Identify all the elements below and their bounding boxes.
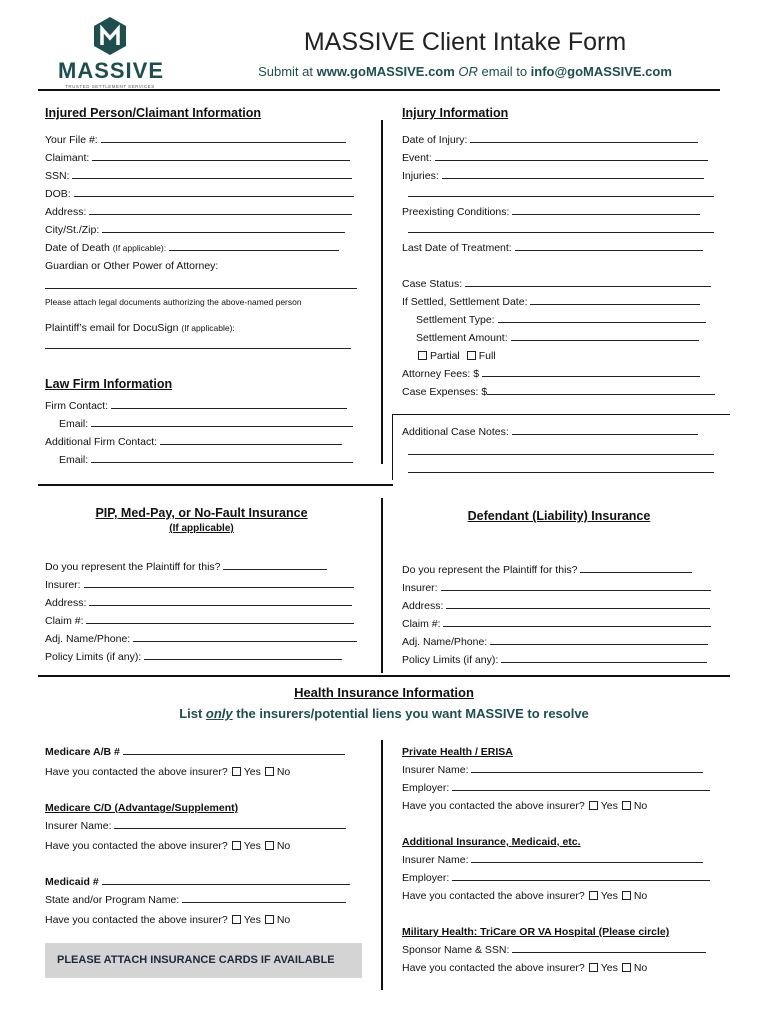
military-no-checkbox[interactable] bbox=[622, 963, 631, 972]
additional-email-field[interactable]: Email: bbox=[45, 453, 358, 467]
def-insurer-field[interactable]: Insurer: bbox=[402, 581, 716, 595]
def-represent-field[interactable]: Do you represent the Plaintiff for this? bbox=[402, 563, 716, 577]
medicaid-contacted: Have you contacted the above insurer? Yes No bbox=[45, 914, 291, 926]
def-address-field[interactable]: Address: bbox=[402, 599, 716, 613]
site-link[interactable]: www.goMASSIVE.com bbox=[316, 64, 455, 79]
injuries-field[interactable]: Injuries: bbox=[402, 169, 716, 183]
additional-contacted: Have you contacted the above insurer? Yes No bbox=[402, 890, 648, 902]
ssn-field[interactable]: SSN: bbox=[45, 169, 358, 183]
attach-cards-notice: PLEASE ATTACH INSURANCE CARDS IF AVAILABLE bbox=[45, 943, 362, 978]
medicare-ab-contacted: Have you contacted the above insurer? Yes No bbox=[45, 766, 291, 778]
pip-represent-field[interactable]: Do you represent the Plaintiff for this? bbox=[45, 560, 358, 574]
additional-insurance-heading: Additional Insurance, Medicaid, etc. bbox=[402, 836, 581, 848]
state-program-field[interactable]: State and/or Program Name: bbox=[45, 893, 358, 907]
submit-line: Submit at www.goMASSIVE.com OR email to info@goMASSIVE.com bbox=[258, 64, 672, 79]
additional-yes-checkbox[interactable] bbox=[589, 891, 598, 900]
private-insurer-field[interactable]: Insurer Name: bbox=[402, 763, 716, 777]
column-divider-3 bbox=[381, 740, 383, 990]
injuries-field-2[interactable] bbox=[402, 187, 716, 201]
pip-address-field[interactable]: Address: bbox=[45, 596, 358, 610]
attach-note: Please attach legal documents authorizing the above-named person bbox=[45, 297, 302, 307]
page-title: MASSIVE Client Intake Form bbox=[303, 28, 627, 56]
pip-limits-field[interactable]: Policy Limits (if any): bbox=[45, 650, 358, 664]
medicare-cd-heading: Medicare C/D (Advantage/Supplement) bbox=[45, 802, 239, 814]
def-limits-field[interactable]: Policy Limits (if any): bbox=[402, 653, 716, 667]
sponsor-field[interactable]: Sponsor Name & SSN: bbox=[402, 943, 716, 957]
medicare-cd-yes-checkbox[interactable] bbox=[232, 841, 241, 850]
dob-field[interactable]: DOB: bbox=[45, 187, 358, 201]
medicaid-yes-checkbox[interactable] bbox=[232, 915, 241, 924]
medicare-ab-field[interactable]: Medicare A/B # bbox=[45, 745, 358, 759]
header-divider bbox=[38, 89, 720, 91]
medicare-cd-no-checkbox[interactable] bbox=[265, 841, 274, 850]
def-claim-field[interactable]: Claim #: bbox=[402, 617, 716, 631]
private-health-heading: Private Health / ERISA bbox=[402, 746, 513, 758]
attorney-fees-field[interactable]: Attorney Fees: $ bbox=[402, 367, 716, 381]
medicaid-no-checkbox[interactable] bbox=[265, 915, 274, 924]
military-contacted: Have you contacted the above insurer? Yes No bbox=[402, 962, 648, 974]
settlement-type-field[interactable]: Settlement Type: bbox=[402, 313, 716, 327]
military-health-heading: Military Health: TriCare OR VA Hospital (Please circle) bbox=[402, 926, 670, 938]
full-checkbox[interactable] bbox=[467, 351, 476, 360]
plaintiff-email-label: Plaintiff’s email for DocuSign (If applicable): bbox=[45, 322, 235, 334]
private-contacted: Have you contacted the above insurer? Yes No bbox=[402, 800, 648, 812]
settlement-amount-field[interactable]: Settlement Amount: bbox=[402, 331, 716, 345]
health-subheading: List only the insurers/potential liens you want MASSIVE to resolve bbox=[179, 706, 589, 721]
defendant-heading: Defendant (Liability) Insurance bbox=[467, 509, 651, 523]
logo-wordmark: MASSIVE bbox=[58, 58, 165, 83]
pip-heading: PIP, Med-Pay, or No-Fault Insurance (If applicable) bbox=[95, 506, 308, 534]
guardian-label: Guardian or Other Power of Attorney: bbox=[45, 260, 219, 272]
case-status-field[interactable]: Case Status: bbox=[402, 277, 716, 291]
column-divider bbox=[381, 120, 383, 464]
column-divider-2 bbox=[381, 498, 383, 673]
partial-checkbox[interactable] bbox=[418, 351, 427, 360]
military-yes-checkbox[interactable] bbox=[589, 963, 598, 972]
logo bbox=[58, 16, 165, 96]
pip-adj-field[interactable]: Adj. Name/Phone: bbox=[45, 632, 358, 646]
medicare-cd-contacted: Have you contacted the above insurer? Yes No bbox=[45, 840, 291, 852]
medicare-ab-no-checkbox[interactable] bbox=[265, 767, 274, 776]
section-divider-2 bbox=[38, 675, 730, 677]
pip-insurer-field[interactable]: Insurer: bbox=[45, 578, 358, 592]
injured-heading: Injured Person/Claimant Information bbox=[45, 106, 261, 120]
private-employer-field[interactable]: Employer: bbox=[402, 781, 716, 795]
claimant-field[interactable]: Claimant: bbox=[45, 151, 358, 165]
preexisting-field-2[interactable] bbox=[402, 223, 716, 237]
event-field[interactable]: Event: bbox=[402, 151, 716, 165]
email-link[interactable]: info@goMASSIVE.com bbox=[530, 64, 672, 79]
preexisting-field[interactable]: Preexisting Conditions: bbox=[402, 205, 716, 219]
case-notes-field-3[interactable] bbox=[402, 463, 716, 477]
section-divider-1 bbox=[38, 484, 393, 486]
firm-email-field[interactable]: Email: bbox=[45, 417, 358, 431]
settlement-date-field[interactable]: If Settled, Settlement Date: bbox=[402, 295, 716, 309]
plaintiff-email-field[interactable] bbox=[45, 339, 358, 353]
partial-full-options: Partial Full bbox=[402, 349, 716, 363]
medicare-ab-yes-checkbox[interactable] bbox=[232, 767, 241, 776]
case-notes-field[interactable]: Additional Case Notes: bbox=[402, 425, 716, 439]
date-of-death-field[interactable]: Date of Death (If applicable): bbox=[45, 241, 358, 255]
additional-employer-field[interactable]: Employer: bbox=[402, 871, 716, 885]
injury-heading: Injury Information bbox=[402, 106, 509, 120]
logo-tagline: TRUSTED SETTLEMENT SERVICES bbox=[65, 84, 155, 89]
guardian-field[interactable] bbox=[45, 279, 358, 293]
logo-hexagon-icon bbox=[92, 16, 128, 56]
city-field[interactable]: City/St./Zip: bbox=[45, 223, 358, 237]
firm-contact-field[interactable]: Firm Contact: bbox=[45, 399, 358, 413]
def-adj-field[interactable]: Adj. Name/Phone: bbox=[402, 635, 716, 649]
date-of-injury-field[interactable]: Date of Injury: bbox=[402, 133, 716, 147]
your-file-field[interactable]: Your File #: bbox=[45, 133, 358, 147]
health-heading: Health Insurance Information bbox=[294, 685, 474, 700]
last-treatment-field[interactable]: Last Date of Treatment: bbox=[402, 241, 716, 255]
additional-insurer-field[interactable]: Insurer Name: bbox=[402, 853, 716, 867]
private-yes-checkbox[interactable] bbox=[589, 801, 598, 810]
lawfirm-heading: Law Firm Information bbox=[45, 377, 173, 391]
case-expenses-field[interactable]: Case Expenses: $ bbox=[402, 385, 716, 399]
case-notes-field-2[interactable] bbox=[402, 445, 716, 459]
address-field[interactable]: Address: bbox=[45, 205, 358, 219]
additional-no-checkbox[interactable] bbox=[622, 891, 631, 900]
medicare-cd-insurer-field[interactable]: Insurer Name: bbox=[45, 819, 358, 833]
private-no-checkbox[interactable] bbox=[622, 801, 631, 810]
pip-claim-field[interactable]: Claim #: bbox=[45, 614, 358, 628]
medicaid-field[interactable]: Medicaid # bbox=[45, 875, 358, 889]
additional-contact-field[interactable]: Additional Firm Contact: bbox=[45, 435, 358, 449]
